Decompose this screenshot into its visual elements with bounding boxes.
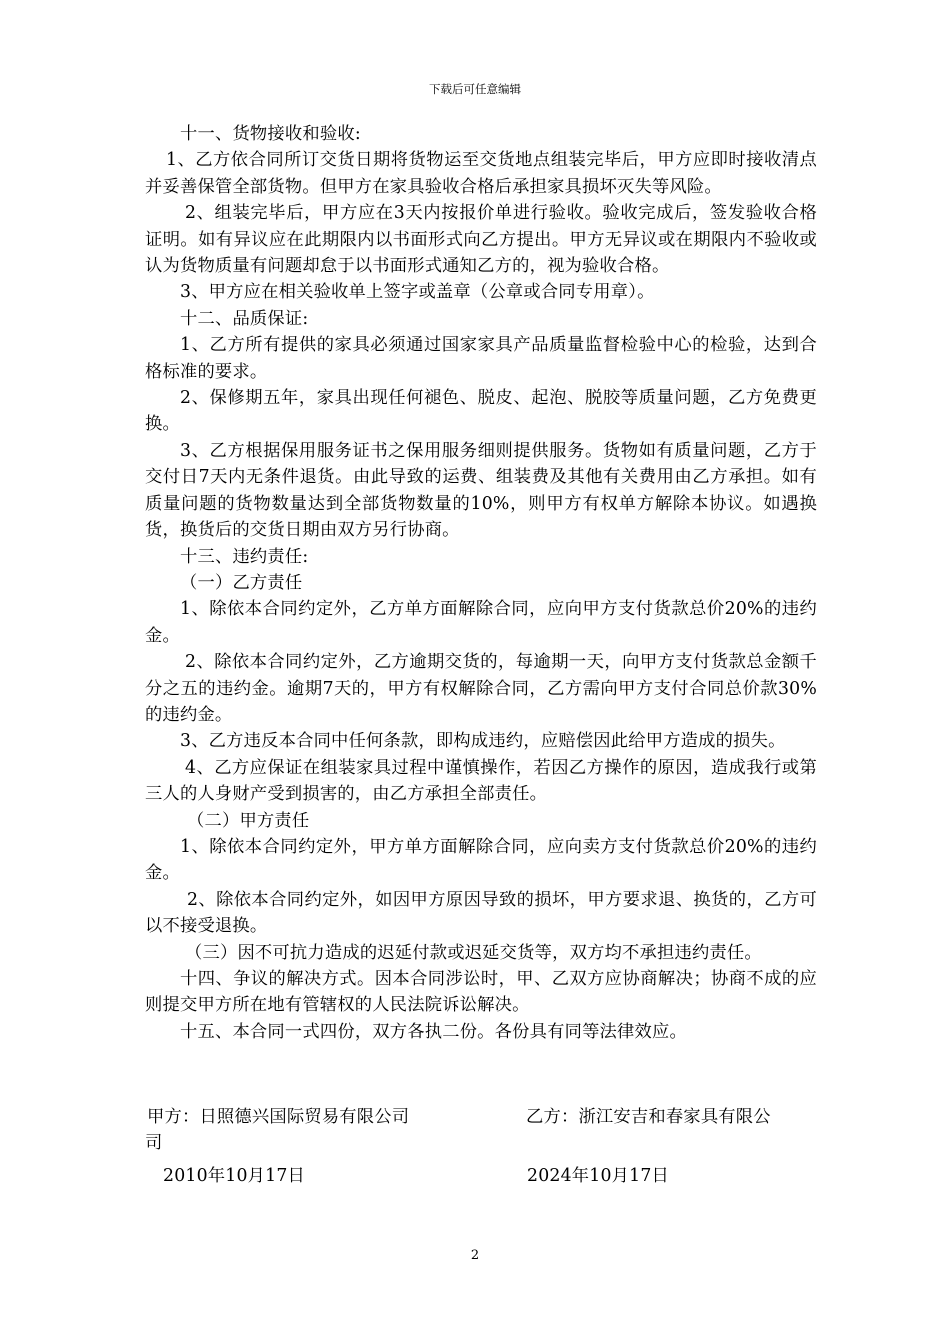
contract-paragraph: （一）乙方责任	[180, 572, 303, 593]
contract-paragraph: 3、甲方应在相关验收单上签字或盖章（公章或合同专用章）。	[180, 282, 655, 303]
page-header: 下载后可任意编辑	[429, 82, 521, 96]
contract-paragraph: 十四、争议的解决方式。因本合同涉讼时，甲、乙双方应协商解决；协商不成的应则提交甲方所在地有管辖权的人民法院诉讼解决。	[145, 969, 817, 1016]
contract-paragraph: 2、组装完毕后，甲方应在3天内按报价单进行验收。验收完成后，签发验收合格证明。如有异议应在此期限内以书面形式向乙方提出。甲方无异议或在期限内不验收或认为货物质量有问题却怠于以书面形式通知乙方的，视为验收合格。	[145, 203, 817, 277]
contract-body	[145, 121, 817, 1045]
contract-paragraph: 十三、违约责任:	[180, 546, 309, 567]
party-b-overflow: 司	[145, 1133, 163, 1153]
party-a-label: 甲方：日照德兴国际贸易有限公司	[147, 1107, 410, 1127]
contract-paragraph: 1、除依本合同约定外，乙方单方面解除合同，应向甲方支付货款总价20%的违约金。	[145, 599, 817, 646]
page-number: 2	[470, 1248, 480, 1263]
contract-paragraph: 十一、货物接收和验收:	[180, 124, 361, 144]
party-b-label: 乙方：浙江安吉和春家具有限公	[526, 1107, 771, 1127]
contract-paragraph: 十二、品质保证:	[180, 308, 309, 329]
contract-paragraph: 2、除依本合同约定外，如因甲方原因导致的损坏，甲方要求退、换货的，乙方可以不接受退换。	[145, 889, 817, 937]
party-b-date: 2024年10月17日	[527, 1166, 670, 1186]
contract-paragraph: 十五、本合同一式四份，双方各执二份。各份具有同等法律效应。	[180, 1021, 687, 1042]
party-a-date: 2010年10月17日	[163, 1166, 306, 1186]
contract-paragraph: 3、乙方根据保用服务证书之保用服务细则提供服务。货物如有质量问题，乙方于交付日7天内无条件退货。由此导致的运费、组装费及其他有关费用由乙方承担。如有质量问题的货物数量达到全部货物数量的10%，则甲方有权单方解除本协议。如遇换货，换货后的交货日期由双方另行协商。	[145, 440, 817, 541]
contract-paragraph: 1、除依本合同约定外，甲方单方面解除合同，应向卖方支付货款总价20%的违约金。	[145, 836, 817, 884]
contract-paragraph: 3、乙方违反本合同中任何条款，即构成违约，应赔偿因此给甲方造成的损失。	[180, 731, 786, 752]
contract-paragraph: （三）因不可抗力造成的迟延付款或迟延交货等，双方均不承担违约责任。	[185, 942, 762, 963]
contract-paragraph: 1、乙方依合同所订交货日期将货物运至交货地点组装完毕后，甲方应即时接收清点并妥善保管全部货物。但甲方在家具验收合格后承担家具损坏灭失等风险。	[145, 150, 817, 197]
contract-paragraph: 1、乙方所有提供的家具必须通过国家家具产品质量监督检验中心的检验，达到合格标准的要求。	[145, 335, 817, 382]
contract-paragraph: 2、除依本合同约定外，乙方逾期交货的，每逾期一天，向甲方支付货款总金额千分之五的违约金。逾期7天的，甲方有权解除合同，乙方需向甲方支付合同总价款30%的违约金。	[145, 652, 817, 725]
contract-paragraph: 4、乙方应保证在组装家具过程中谨慎操作，若因乙方操作的原因，造成我行或第三人的人身财产受到损害的，由乙方承担全部责任。	[145, 757, 817, 805]
contract-paragraph: （二）甲方责任	[187, 810, 310, 831]
contract-paragraph: 2、保修期五年，家具出现任何褪色、脱皮、起泡、脱胶等质量问题，乙方免费更换。	[145, 388, 817, 435]
